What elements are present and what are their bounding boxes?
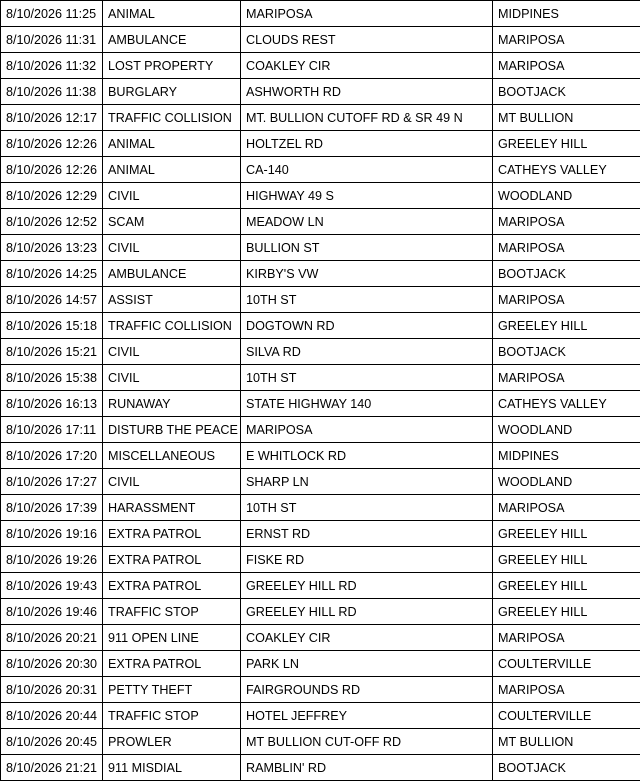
table-row <box>1 1 640 27</box>
location-cell: ERNST RD <box>241 521 493 547</box>
date-time-cell: 8/10/2026 14:25 <box>1 261 103 287</box>
date-time-cell: 8/10/2026 17:27 <box>1 469 103 495</box>
table-row <box>1 521 640 547</box>
date-time-cell: 8/10/2026 19:16 <box>1 521 103 547</box>
incident-log-body <box>1 1 640 781</box>
date-time-cell: 8/10/2026 14:57 <box>1 287 103 313</box>
table-row <box>1 391 640 417</box>
date-time-cell: 8/10/2026 19:26 <box>1 547 103 573</box>
location-cell: CA-140 <box>241 157 493 183</box>
area-cell: COULTERVILLE <box>493 651 640 677</box>
call-type-cell: TRAFFIC STOP <box>103 599 241 625</box>
area-cell: GREELEY HILL <box>493 313 640 339</box>
call-type-cell: EXTRA PATROL <box>103 547 241 573</box>
date-time-cell: 8/10/2026 11:38 <box>1 79 103 105</box>
call-type-cell: 911 MISDIAL <box>103 755 241 781</box>
call-type-cell: CIVIL <box>103 365 241 391</box>
location-cell: MT BULLION CUT-OFF RD <box>241 729 493 755</box>
location-cell: FAIRGROUNDS RD <box>241 677 493 703</box>
location-cell: BULLION ST <box>241 235 493 261</box>
location-cell: RAMBLIN' RD <box>241 755 493 781</box>
table-row <box>1 495 640 521</box>
call-type-cell: RUNAWAY <box>103 391 241 417</box>
table-row <box>1 131 640 157</box>
date-time-cell: 8/10/2026 20:31 <box>1 677 103 703</box>
table-row <box>1 183 640 209</box>
table-row <box>1 651 640 677</box>
location-cell: HOLTZEL RD <box>241 131 493 157</box>
date-time-cell: 8/10/2026 16:13 <box>1 391 103 417</box>
area-cell: BOOTJACK <box>493 755 640 781</box>
location-cell: MT. BULLION CUTOFF RD & SR 49 N <box>241 105 493 131</box>
location-cell: SHARP LN <box>241 469 493 495</box>
call-type-cell: MISCELLANEOUS <box>103 443 241 469</box>
table-row <box>1 417 640 443</box>
area-cell: BOOTJACK <box>493 79 640 105</box>
area-cell: MARIPOSA <box>493 677 640 703</box>
call-type-cell: CIVIL <box>103 235 241 261</box>
table-row <box>1 365 640 391</box>
table-row <box>1 677 640 703</box>
area-cell: MARIPOSA <box>493 53 640 79</box>
date-time-cell: 8/10/2026 20:30 <box>1 651 103 677</box>
date-time-cell: 8/10/2026 17:20 <box>1 443 103 469</box>
table-row <box>1 53 640 79</box>
date-time-cell: 8/10/2026 17:39 <box>1 495 103 521</box>
table-row <box>1 235 640 261</box>
area-cell: BOOTJACK <box>493 261 640 287</box>
date-time-cell: 8/10/2026 12:26 <box>1 131 103 157</box>
date-time-cell: 8/10/2026 19:43 <box>1 573 103 599</box>
call-type-cell: LOST PROPERTY <box>103 53 241 79</box>
date-time-cell: 8/10/2026 20:21 <box>1 625 103 651</box>
area-cell: WOODLAND <box>493 417 640 443</box>
location-cell: 10TH ST <box>241 365 493 391</box>
call-type-cell: TRAFFIC STOP <box>103 703 241 729</box>
table-row <box>1 703 640 729</box>
area-cell: GREELEY HILL <box>493 599 640 625</box>
call-type-cell: TRAFFIC COLLISION <box>103 105 241 131</box>
table-row <box>1 469 640 495</box>
call-type-cell: 911 OPEN LINE <box>103 625 241 651</box>
location-cell: MARIPOSA <box>241 417 493 443</box>
location-cell: MARIPOSA <box>241 1 493 27</box>
location-cell: E WHITLOCK RD <box>241 443 493 469</box>
call-type-cell: EXTRA PATROL <box>103 521 241 547</box>
table-row <box>1 157 640 183</box>
location-cell: CLOUDS REST <box>241 27 493 53</box>
area-cell: MIDPINES <box>493 1 640 27</box>
location-cell: SILVA RD <box>241 339 493 365</box>
date-time-cell: 8/10/2026 11:32 <box>1 53 103 79</box>
area-cell: CATHEYS VALLEY <box>493 391 640 417</box>
area-cell: MARIPOSA <box>493 27 640 53</box>
call-type-cell: ANIMAL <box>103 131 241 157</box>
call-type-cell: PETTY THEFT <box>103 677 241 703</box>
date-time-cell: 8/10/2026 19:46 <box>1 599 103 625</box>
call-type-cell: ANIMAL <box>103 1 241 27</box>
date-time-cell: 8/10/2026 11:31 <box>1 27 103 53</box>
call-type-cell: ANIMAL <box>103 157 241 183</box>
table-row <box>1 261 640 287</box>
date-time-cell: 8/10/2026 12:52 <box>1 209 103 235</box>
location-cell: 10TH ST <box>241 287 493 313</box>
table-row <box>1 79 640 105</box>
call-type-cell: CIVIL <box>103 183 241 209</box>
location-cell: GREELEY HILL RD <box>241 573 493 599</box>
call-type-cell: CIVIL <box>103 469 241 495</box>
area-cell: MARIPOSA <box>493 235 640 261</box>
table-row <box>1 339 640 365</box>
location-cell: HOTEL JEFFREY <box>241 703 493 729</box>
date-time-cell: 8/10/2026 12:26 <box>1 157 103 183</box>
table-row <box>1 209 640 235</box>
date-time-cell: 8/10/2026 12:29 <box>1 183 103 209</box>
date-time-cell: 8/10/2026 20:45 <box>1 729 103 755</box>
area-cell: MT BULLION <box>493 105 640 131</box>
location-cell: PARK LN <box>241 651 493 677</box>
date-time-cell: 8/10/2026 11:25 <box>1 1 103 27</box>
area-cell: MARIPOSA <box>493 625 640 651</box>
table-row <box>1 547 640 573</box>
call-type-cell: DISTURB THE PEACE <box>103 417 241 443</box>
area-cell: COULTERVILLE <box>493 703 640 729</box>
date-time-cell: 8/10/2026 20:44 <box>1 703 103 729</box>
call-type-cell: AMBULANCE <box>103 27 241 53</box>
call-type-cell: EXTRA PATROL <box>103 573 241 599</box>
date-time-cell: 8/10/2026 15:18 <box>1 313 103 339</box>
call-type-cell: EXTRA PATROL <box>103 651 241 677</box>
area-cell: MT BULLION <box>493 729 640 755</box>
table-row <box>1 287 640 313</box>
area-cell: MARIPOSA <box>493 365 640 391</box>
table-row <box>1 625 640 651</box>
area-cell: MIDPINES <box>493 443 640 469</box>
location-cell: 10TH ST <box>241 495 493 521</box>
area-cell: WOODLAND <box>493 183 640 209</box>
location-cell: FISKE RD <box>241 547 493 573</box>
date-time-cell: 8/10/2026 13:23 <box>1 235 103 261</box>
location-cell: STATE HIGHWAY 140 <box>241 391 493 417</box>
location-cell: COAKLEY CIR <box>241 53 493 79</box>
table-row <box>1 755 640 781</box>
area-cell: WOODLAND <box>493 469 640 495</box>
table-row <box>1 599 640 625</box>
table-row <box>1 27 640 53</box>
area-cell: GREELEY HILL <box>493 131 640 157</box>
area-cell: MARIPOSA <box>493 495 640 521</box>
call-type-cell: AMBULANCE <box>103 261 241 287</box>
area-cell: MARIPOSA <box>493 287 640 313</box>
date-time-cell: 8/10/2026 15:21 <box>1 339 103 365</box>
location-cell: COAKLEY CIR <box>241 625 493 651</box>
call-type-cell: CIVIL <box>103 339 241 365</box>
call-type-cell: PROWLER <box>103 729 241 755</box>
date-time-cell: 8/10/2026 15:38 <box>1 365 103 391</box>
date-time-cell: 8/10/2026 21:21 <box>1 755 103 781</box>
location-cell: MEADOW LN <box>241 209 493 235</box>
table-row <box>1 105 640 131</box>
location-cell: GREELEY HILL RD <box>241 599 493 625</box>
area-cell: GREELEY HILL <box>493 521 640 547</box>
area-cell: MARIPOSA <box>493 209 640 235</box>
location-cell: DOGTOWN RD <box>241 313 493 339</box>
call-type-cell: HARASSMENT <box>103 495 241 521</box>
call-type-cell: ASSIST <box>103 287 241 313</box>
table-row <box>1 313 640 339</box>
area-cell: GREELEY HILL <box>493 573 640 599</box>
date-time-cell: 8/10/2026 17:11 <box>1 417 103 443</box>
call-type-cell: BURGLARY <box>103 79 241 105</box>
location-cell: ASHWORTH RD <box>241 79 493 105</box>
location-cell: HIGHWAY 49 S <box>241 183 493 209</box>
call-type-cell: SCAM <box>103 209 241 235</box>
table-row <box>1 443 640 469</box>
table-row <box>1 729 640 755</box>
location-cell: KIRBY'S VW <box>241 261 493 287</box>
date-time-cell: 8/10/2026 12:17 <box>1 105 103 131</box>
area-cell: BOOTJACK <box>493 339 640 365</box>
area-cell: CATHEYS VALLEY <box>493 157 640 183</box>
area-cell: GREELEY HILL <box>493 547 640 573</box>
table-row <box>1 573 640 599</box>
call-type-cell: TRAFFIC COLLISION <box>103 313 241 339</box>
